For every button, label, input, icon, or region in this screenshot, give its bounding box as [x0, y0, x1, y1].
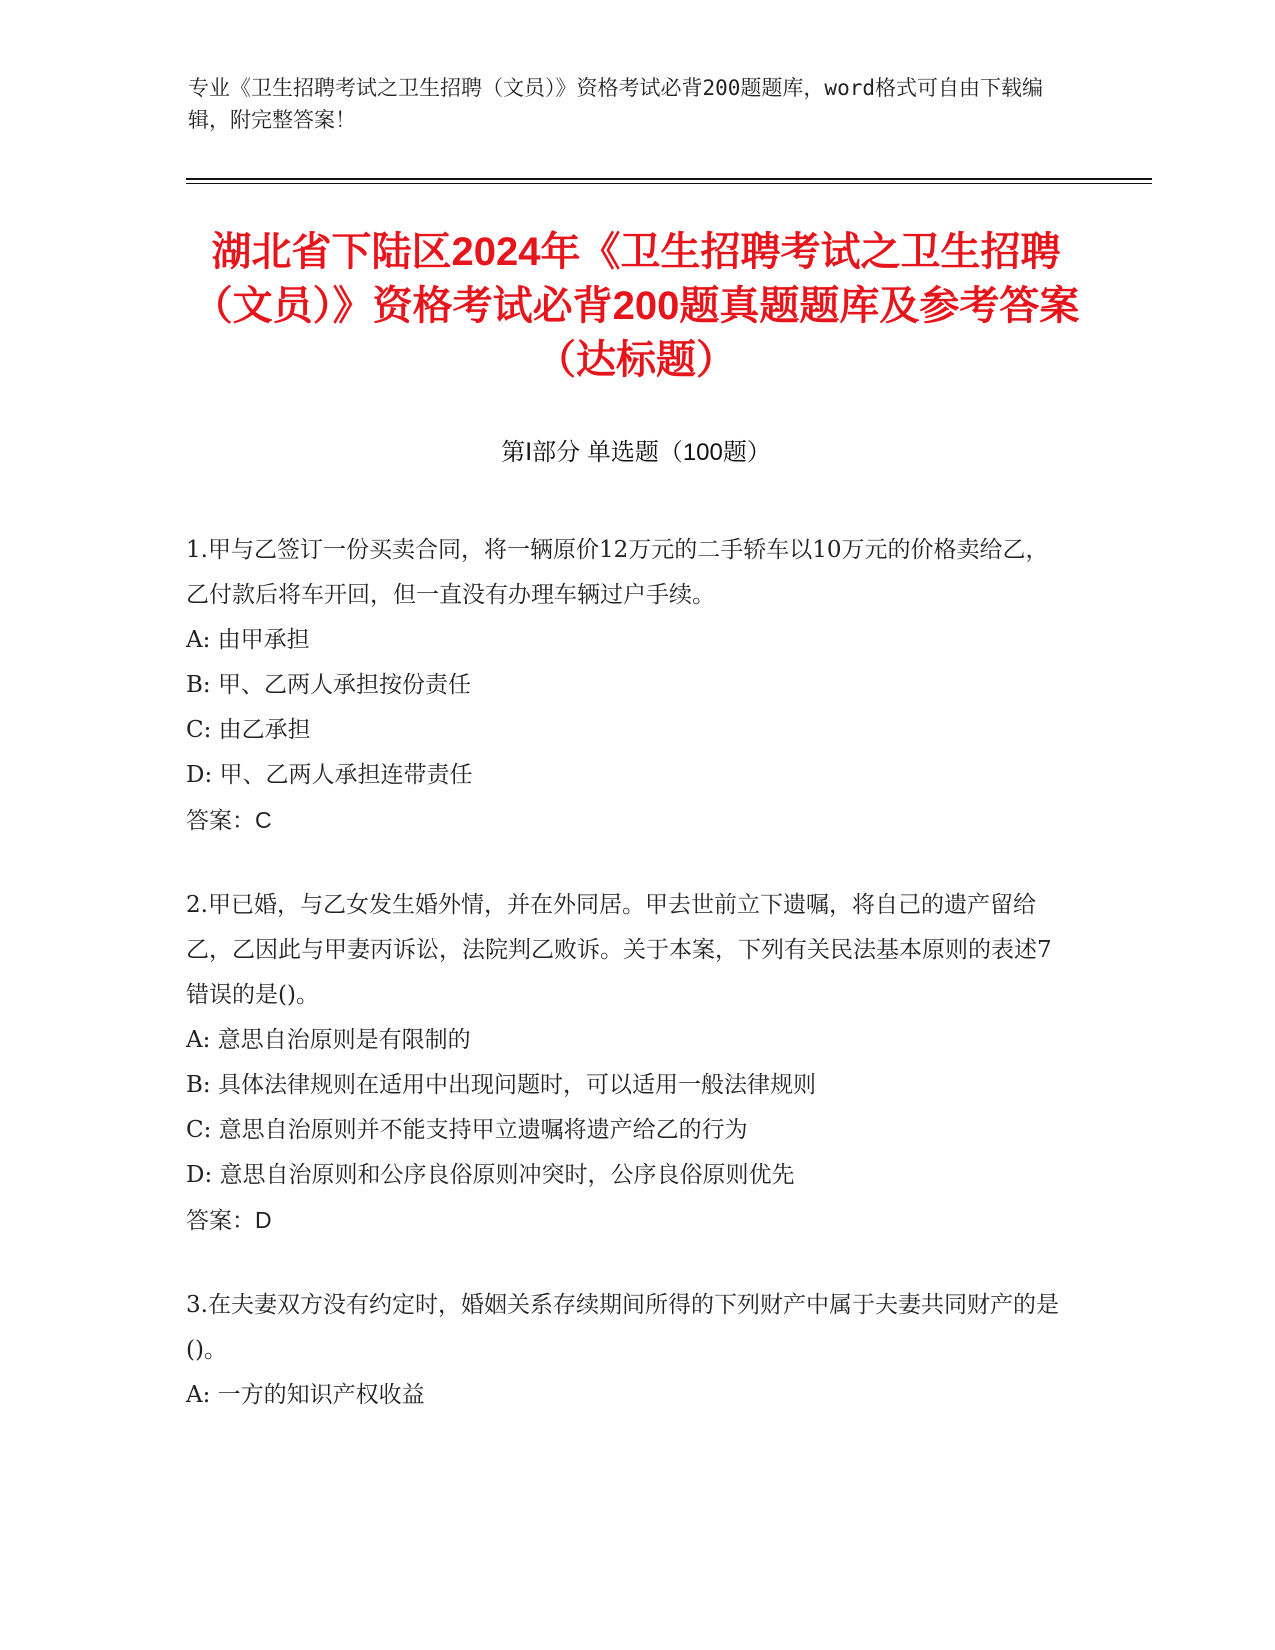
section-heading: 第Ⅰ部分 单选题（100题）: [501, 439, 771, 466]
option-b: B: 甲、乙两人承担按份责任: [186, 672, 471, 698]
header-rule-thin: [186, 183, 1152, 184]
option-b: B: 具体法律规则在适用中出现问题时，可以适用一般法律规则: [186, 1072, 816, 1098]
question-stem: 1.甲与乙签订一份买卖合同，将一辆原价12万元的二手轿车以10万元的价格卖给乙，乙付款后将车开回，但一直没有办理车辆过户手续。: [186, 537, 1049, 608]
answer: 答案：D: [186, 1207, 272, 1233]
option-d: D: 意思自治原则和公序良俗原则冲突时，公序良俗原则优先: [186, 1162, 795, 1188]
question-list: [186, 528, 1066, 1458]
question-2: [186, 883, 1066, 1243]
option-a: A: 意思自治原则是有限制的: [186, 1027, 471, 1053]
question-3: [186, 1283, 1066, 1418]
question-stem: 3.在夫妻双方没有约定时，婚姻关系存续期间所得的下列财产中属于夫妻共同财产的是()。: [186, 1292, 1059, 1363]
document-title: 湖北省下陆区2024年《卫生招聘考试之卫生招聘（文员）》资格考试必背200题真题题库及参考答案（达标题）: [192, 230, 1080, 382]
option-d: D: 甲、乙两人承担连带责任: [186, 762, 473, 788]
answer: 答案：C: [186, 807, 272, 833]
header-rule-thick: [186, 178, 1152, 180]
option-a: A: 由甲承担: [186, 627, 310, 653]
header-note: 专业《卫生招聘考试之卫生招聘（文员）》资格考试必背200题题库，word格式可自由下载编辑，附完整答案！: [188, 76, 1043, 132]
question-1: [186, 528, 1066, 843]
option-c: C: 意思自治原则并不能支持甲立遗嘱将遗产给乙的行为: [186, 1117, 748, 1143]
option-c: C: 由乙承担: [186, 717, 311, 743]
question-stem: 2.甲已婚，与乙女发生婚外情，并在外同居。甲去世前立下遗嘱，将自己的遗产留给乙，乙因此与甲妻丙诉讼，法院判乙败诉。关于本案，下列有关民法基本原则的表述7错误的是()。: [186, 892, 1052, 1008]
option-a: A: 一方的知识产权收益: [186, 1382, 425, 1408]
